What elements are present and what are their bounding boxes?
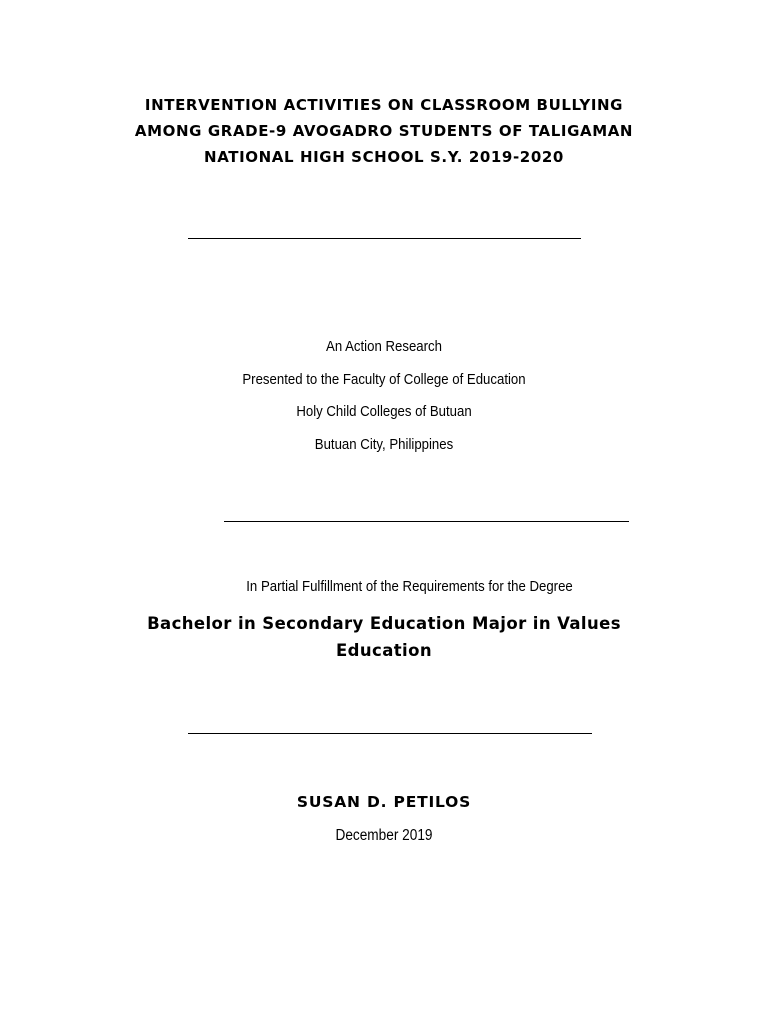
institution-location: Butuan City, Philippines (314, 435, 454, 453)
fulfillment-statement: In Partial Fulfillment of the Requirements for the Degree (246, 578, 573, 595)
research-title-line-3: NATIONAL HIGH SCHOOL S.Y. 2019-2020 (204, 148, 564, 166)
presentation-block (46, 331, 722, 461)
research-type: An Action Research (326, 338, 442, 355)
separator-line-1 (188, 238, 581, 239)
degree-name-line-2: Education (336, 641, 432, 660)
submission-date: December 2019 (335, 827, 433, 844)
separator-line-2 (224, 521, 629, 522)
presented-to: Presented to the Faculty of College of Education (242, 370, 526, 388)
author-name: SUSAN D. PETILOS (296, 793, 472, 811)
separator-line-3 (188, 733, 592, 734)
research-title-line-2: AMONG GRADE-9 AVOGADRO STUDENTS OF TALIGAMAN (134, 122, 634, 140)
institution-name: Holy Child Colleges of Butuan (296, 403, 472, 420)
research-title (0, 92, 768, 170)
degree-name-line-1: Bachelor in Secondary Education Major in Values (147, 614, 621, 633)
degree-name (0, 610, 768, 664)
research-title-line-1: INTERVENTION ACTIVITIES ON CLASSROOM BULLYING (144, 96, 624, 114)
